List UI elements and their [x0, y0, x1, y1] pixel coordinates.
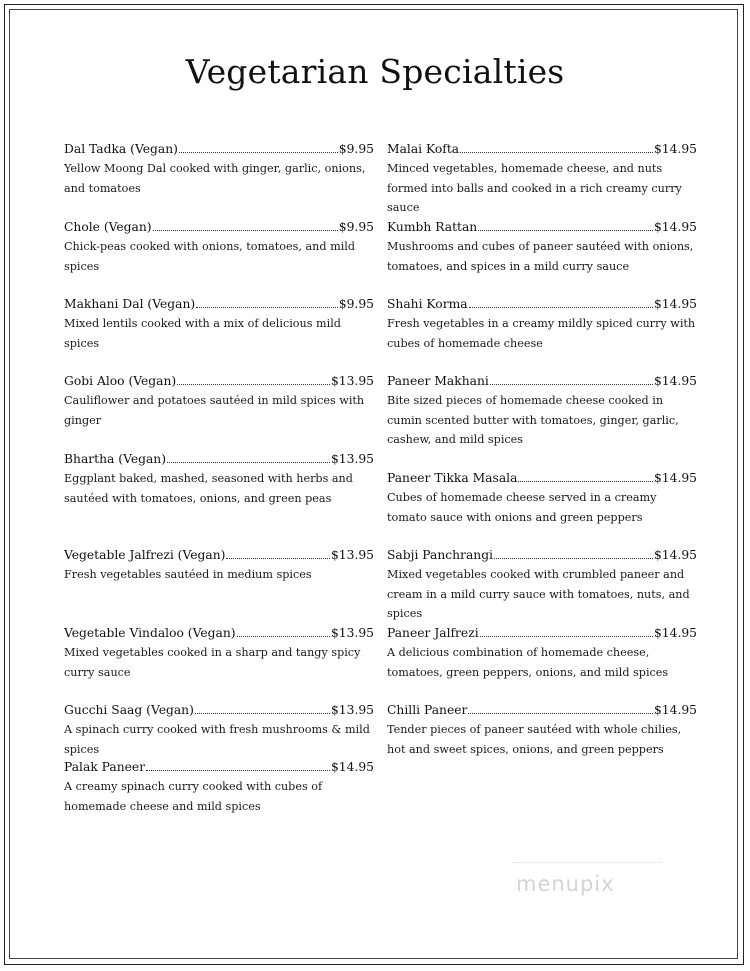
- item-price: $14.95: [653, 374, 697, 388]
- leader-dots: [469, 306, 653, 308]
- item-name: Chole (Vegan): [64, 220, 152, 234]
- item-name: Bhartha (Vegan): [64, 452, 167, 466]
- item-description: Mixed lentils cooked with a mix of delicious mild spices: [64, 317, 341, 350]
- watermark-rule: [512, 862, 662, 863]
- item-price: $9.95: [338, 220, 374, 234]
- item-name: Chilli Paneer: [387, 703, 468, 717]
- item-description: Mixed vegetables cooked in a sharp and tangy spicy curry sauce: [64, 646, 361, 679]
- menu-item: [64, 295, 374, 353]
- item-description: Mixed vegetables cooked with crumbled paneer and cream in a mild curry sauce with tomatoes, nuts, and spices: [387, 568, 690, 620]
- item-name: Gucchi Saag (Vegan): [64, 703, 194, 717]
- menu-item: [64, 624, 374, 682]
- menu-item: [64, 372, 374, 430]
- item-description: A creamy spinach curry cooked with cubes of homemade cheese and mild spices: [64, 780, 323, 813]
- menu-item: [387, 295, 697, 353]
- item-price: $13.95: [330, 703, 374, 717]
- item-name: Makhani Dal (Vegan): [64, 297, 196, 311]
- item-description: Fresh vegetables sautéed in medium spices: [64, 568, 312, 581]
- item-price: $9.95: [338, 297, 374, 311]
- item-description: Minced vegetables, homemade cheese, and nuts formed into balls and cooked in a rich creamy curry sauce: [387, 162, 682, 214]
- item-price: $14.95: [653, 220, 697, 234]
- menu-item: [387, 218, 697, 276]
- item-price: $9.95: [338, 142, 374, 156]
- leader-dots: [237, 635, 330, 637]
- leader-dots: [196, 306, 338, 308]
- item-description: Cubes of homemade cheese served in a creamy tomato sauce with onions and green peppers: [387, 491, 657, 524]
- item-name: Vegetable Jalfrezi (Vegan): [64, 548, 226, 562]
- item-name: Shahi Korma: [387, 297, 468, 311]
- menu-item: [64, 758, 374, 816]
- item-price: $14.95: [653, 548, 697, 562]
- menu-item: [387, 469, 697, 527]
- item-price: $14.95: [653, 142, 697, 156]
- leader-dots: [226, 557, 330, 559]
- leader-dots: [153, 229, 338, 231]
- item-description: Chick-peas cooked with onions, tomatoes, and mild spices: [64, 240, 356, 273]
- menu-item: [64, 218, 374, 276]
- menu-item: [387, 372, 697, 450]
- item-description: A spinach curry cooked with fresh mushrooms & mild spices: [64, 723, 370, 756]
- item-price: $14.95: [653, 626, 697, 640]
- item-price: $13.95: [330, 548, 374, 562]
- item-name: Sabji Panchrangi: [387, 548, 493, 562]
- item-name: Malai Kofta: [387, 142, 460, 156]
- item-price: $13.95: [330, 452, 374, 466]
- item-price: $14.95: [330, 760, 374, 774]
- menu-item: [64, 140, 374, 198]
- item-description: Tender pieces of paneer sautéed with whole chilies, hot and sweet spices, onions, and green peppers: [387, 723, 682, 756]
- leader-dots: [478, 229, 653, 231]
- menu-item: [64, 546, 374, 585]
- item-description: A delicious combination of homemade cheese, tomatoes, green peppers, onions, and mild spices: [387, 646, 669, 679]
- item-price: $14.95: [653, 297, 697, 311]
- item-description: Fresh vegetables in a creamy mildly spiced curry with cubes of homemade cheese: [387, 317, 696, 350]
- item-price: $13.95: [330, 374, 374, 388]
- item-description: Bite sized pieces of homemade cheese cooked in cumin scented butter with tomatoes, ginger, garlic, cashew, and mild spices: [387, 394, 679, 446]
- item-description: Eggplant baked, mashed, seasoned with herbs and sautéed with tomatoes, onions, and green peas: [64, 472, 353, 505]
- item-description: Mushrooms and cubes of paneer sautéed with onions, tomatoes, and spices in a mild curry sauce: [387, 240, 694, 273]
- watermark-logo: menupix: [516, 872, 615, 896]
- leader-dots: [195, 712, 330, 714]
- menu-item: [64, 701, 374, 759]
- leader-dots: [490, 383, 653, 385]
- menu-item: [387, 546, 697, 624]
- menu-item: [387, 701, 697, 759]
- item-description: Cauliflower and potatoes sautéed in mild spices with ginger: [64, 394, 365, 427]
- item-name: Vegetable Vindaloo (Vegan): [64, 626, 236, 640]
- leader-dots: [494, 557, 653, 559]
- item-name: Paneer Tikka Masala: [387, 471, 518, 485]
- menu-item: [387, 624, 697, 682]
- item-name: Paneer Jalfrezi: [387, 626, 479, 640]
- item-description: Yellow Moong Dal cooked with ginger, garlic, onions, and tomatoes: [64, 162, 366, 195]
- leader-dots: [460, 151, 653, 153]
- leader-dots: [468, 712, 653, 714]
- leader-dots: [179, 151, 338, 153]
- item-name: Gobi Aloo (Vegan): [64, 374, 177, 388]
- item-price: $13.95: [330, 626, 374, 640]
- menu-title: Vegetarian Specialties: [185, 52, 565, 91]
- leader-dots: [518, 480, 653, 482]
- item-price: $14.95: [653, 703, 697, 717]
- item-price: $14.95: [653, 471, 697, 485]
- item-name: Palak Paneer: [64, 760, 146, 774]
- item-name: Kumbh Rattan: [387, 220, 478, 234]
- menu-item: [64, 450, 374, 508]
- item-name: Dal Tadka (Vegan): [64, 142, 178, 156]
- menu-item: [387, 140, 697, 218]
- item-name: Paneer Makhani: [387, 374, 489, 388]
- leader-dots: [177, 383, 330, 385]
- leader-dots: [167, 461, 330, 463]
- leader-dots: [146, 769, 330, 771]
- leader-dots: [480, 635, 653, 637]
